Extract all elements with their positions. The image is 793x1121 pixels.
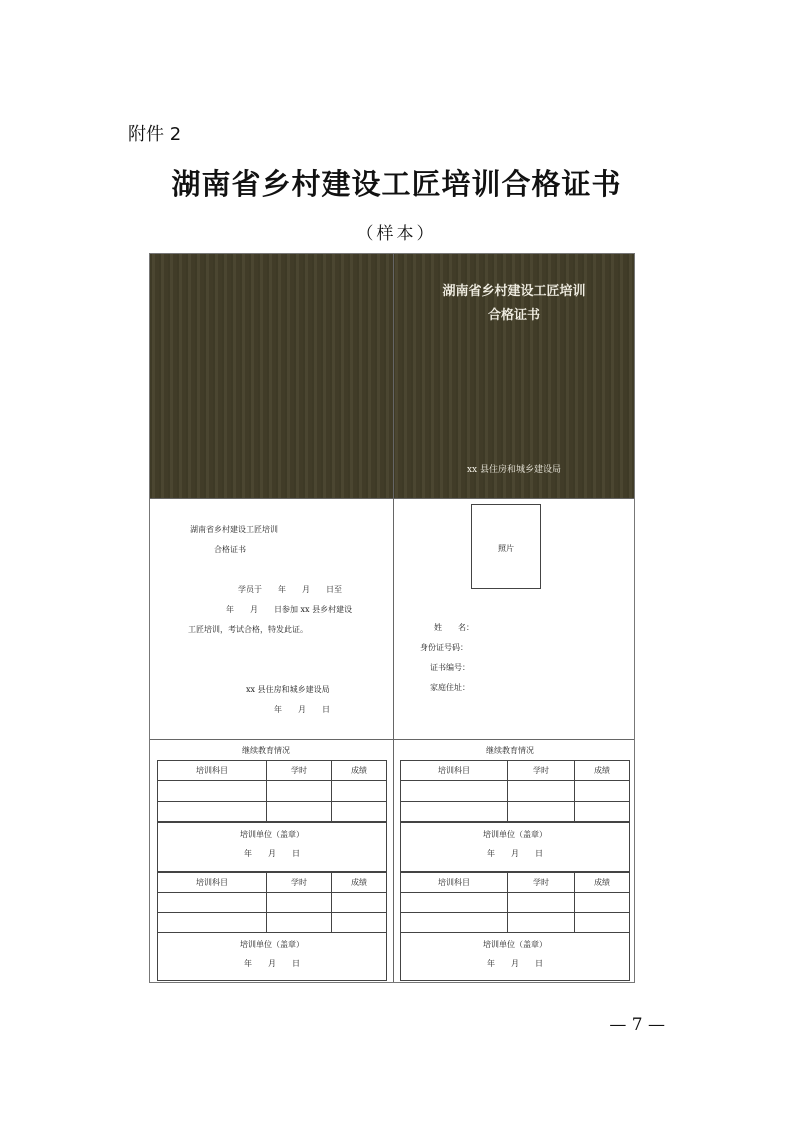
table-cell — [508, 781, 575, 802]
table-cell — [267, 781, 332, 802]
training-unit-label: 培训单位（盖章） — [483, 940, 547, 949]
training-unit-date: 年 月 日 — [244, 849, 300, 858]
table-cell — [332, 802, 387, 823]
page-number: — 7 — — [609, 1015, 665, 1035]
col-hours-header: 学时 — [267, 873, 332, 893]
training-record-table — [157, 872, 387, 933]
table-cell — [401, 781, 508, 802]
inner-body-line2: 年 月 日参加 xx 县乡村建设 — [226, 605, 353, 614]
photo-box — [471, 504, 541, 589]
table-cell — [158, 913, 267, 933]
col-subject-header: 培训科目 — [401, 761, 508, 781]
certificate-number-label: 证书编号： — [430, 663, 470, 672]
education-heading-left: 继续教育情况 — [242, 746, 290, 755]
education-divider — [150, 739, 634, 740]
training-unit-label: 培训单位（盖章） — [240, 940, 304, 949]
training-unit-date: 年 月 日 — [244, 959, 300, 968]
cover-divider — [150, 498, 634, 499]
center-fold-line — [393, 254, 394, 982]
training-unit-stamp-box — [157, 932, 387, 981]
col-hours-header: 学时 — [508, 873, 575, 893]
col-score-header: 成绩 — [332, 761, 387, 781]
table-cell — [158, 893, 267, 913]
table-cell — [332, 781, 387, 802]
document-title: 湖南省乡村建设工匠培训合格证书 — [171, 167, 622, 201]
table-cell — [401, 802, 508, 823]
cover-title-line1: 湖南省乡村建设工匠培训 — [442, 284, 586, 299]
col-subject-header: 培训科目 — [158, 761, 267, 781]
id-number-label: 身份证号码： — [420, 643, 468, 652]
training-unit-date: 年 月 日 — [487, 849, 543, 858]
training-unit-label: 培训单位（盖章） — [240, 830, 304, 839]
table-cell — [575, 802, 630, 823]
training-unit-label: 培训单位（盖章） — [483, 830, 547, 839]
col-score-header: 成绩 — [575, 873, 630, 893]
table-cell — [508, 802, 575, 823]
inner-issuer: xx 县住房和城乡建设局 — [246, 685, 330, 694]
table-cell — [575, 913, 630, 933]
table-cell — [158, 802, 267, 823]
education-heading-right: 继续教育情况 — [486, 746, 534, 755]
sample-label: （样本） — [356, 224, 437, 244]
cover-title-line2: 合格证书 — [487, 308, 540, 323]
table-cell — [508, 893, 575, 913]
training-unit-stamp-box — [400, 821, 630, 872]
table-cell — [267, 802, 332, 823]
training-unit-stamp-box — [157, 821, 387, 872]
col-score-header: 成绩 — [575, 761, 630, 781]
col-hours-header: 学时 — [267, 761, 332, 781]
table-cell — [332, 913, 387, 933]
table-cell — [575, 781, 630, 802]
inner-date: 年 月 日 — [274, 705, 330, 714]
table-cell — [575, 893, 630, 913]
photo-label: 照片 — [498, 544, 514, 553]
table-cell — [401, 913, 508, 933]
name-label: 姓 名： — [434, 623, 474, 632]
col-subject-header: 培训科目 — [158, 873, 267, 893]
training-record-table — [400, 760, 630, 823]
table-cell — [508, 913, 575, 933]
home-address-label: 家庭住址： — [430, 683, 470, 692]
col-score-header: 成绩 — [332, 873, 387, 893]
training-record-table — [157, 760, 387, 823]
col-hours-header: 学时 — [508, 761, 575, 781]
inner-body-line1: 学员于 年 月 日至 — [238, 585, 342, 594]
table-cell — [401, 893, 508, 913]
training-unit-date: 年 月 日 — [487, 959, 543, 968]
table-cell — [158, 781, 267, 802]
table-cell — [267, 893, 332, 913]
training-record-table — [400, 872, 630, 933]
cover-title — [394, 280, 634, 328]
cover-issuer: xx 县住房和城乡建设局 — [466, 465, 561, 475]
attachment-label: 附件 2 — [128, 124, 182, 145]
inner-heading-line2: 合格证书 — [214, 545, 246, 554]
inner-heading-line1: 湖南省乡村建设工匠培训 — [190, 525, 278, 534]
training-unit-stamp-box — [400, 932, 630, 981]
table-cell — [332, 893, 387, 913]
col-subject-header: 培训科目 — [401, 873, 508, 893]
certificate-sample — [149, 253, 635, 983]
table-cell — [267, 913, 332, 933]
inner-body-line3: 工匠培训，考试合格，特发此证。 — [188, 625, 308, 634]
